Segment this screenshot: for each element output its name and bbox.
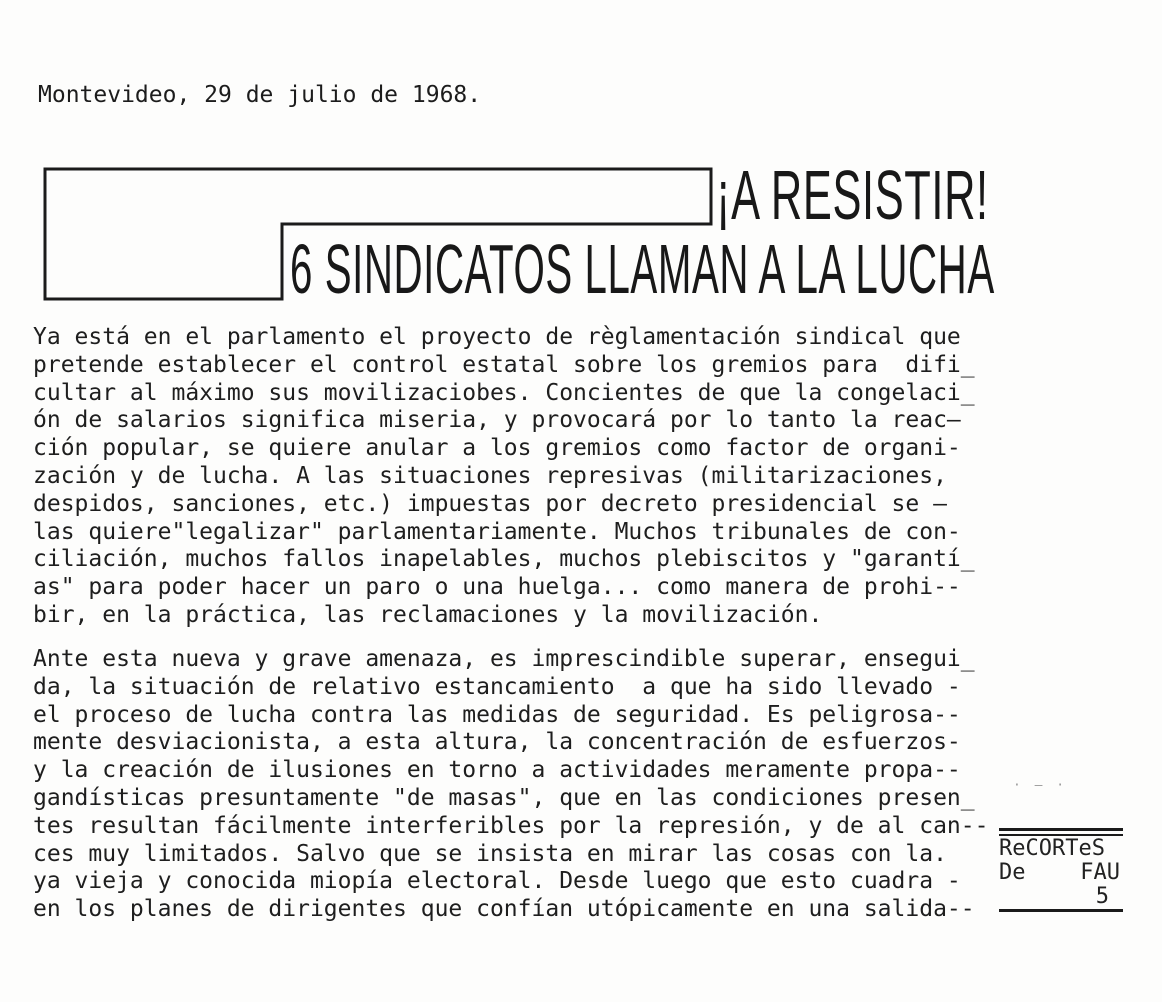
text-line: Ante esta nueva y grave amenaza, es imprescindible superar, ensegui̲ xyxy=(33,646,975,672)
text-line: as" para poder hacer un paro o una huelga... como manera de prohi-- xyxy=(33,574,961,601)
text-line: y la creación de ilusiones en torno a actividades meramente propa-- xyxy=(33,757,961,784)
text-line: ces muy limitados. Salvo que se insista en mirar las cosas con la. xyxy=(33,840,947,867)
recortes-fau: FAU xyxy=(1080,860,1120,885)
text-line: Ya está en el parlamento el proyecto de règlamentación sindical que xyxy=(33,324,961,350)
recortes-subtitle xyxy=(999,861,1123,885)
recortes-de-fau-label xyxy=(999,828,1123,912)
issue-number: 5 xyxy=(1095,884,1109,909)
text-line: el proceso de lucha contra las medidas de seguridad. Es peligrosa-- xyxy=(33,701,961,728)
text-line: ón de salarios significa miseria, y provocará por lo tanto la reac— xyxy=(33,407,961,434)
text-line: pretende establecer el control estatal sobre los gremios para difi̲ xyxy=(33,351,975,378)
text-line: gandísticas presuntamente "de masas", que en las condiciones presen̲ xyxy=(33,784,975,811)
paragraph-2 xyxy=(33,646,988,924)
paragraph-1 xyxy=(33,324,975,630)
recortes-title: ReCORTeS xyxy=(999,836,1105,861)
text-line: mente desviacionista, a esta altura, la concentración de esfuerzos- xyxy=(33,729,961,756)
text-line: bir, en la práctica, las reclamaciones y la movilización. xyxy=(33,601,823,628)
recortes-de: De xyxy=(999,860,1026,885)
text-line: zación y de lucha. A las situaciones represivas (militarizaciones, xyxy=(33,462,947,489)
text-line: en los planes de dirigentes que confían utópicamente en una salida-- xyxy=(33,896,975,923)
text-line: ciliación, muchos fallos inapelables, muchos plebiscitos y "garantí̲ xyxy=(33,546,975,573)
text-line: cultar al máximo sus movilizaciobes. Concientes de que la congelaci̲ xyxy=(33,379,975,406)
text-line: da, la situación de relativo estancamiento a que ha sido llevado - xyxy=(33,673,961,700)
text-line: ción popular, se quiere anular a los gremios como factor de organi- xyxy=(33,435,961,462)
headline-sindicatos: 6 SINDICATOS LLAMAN A LA LUCHA xyxy=(290,230,995,308)
text-line: despidos, sanciones, etc.) impuestas por decreto presidencial se — xyxy=(33,490,947,517)
dateline: Montevideo, 29 de julio de 1968. xyxy=(38,82,482,108)
headline-a-resistir: ¡A RESISTIR! xyxy=(716,156,989,234)
scan-artifact-marks: · – · xyxy=(1013,778,1068,793)
text-line: las quiere"legalizar" parlamentariamente. Muchos tribunales de con- xyxy=(33,518,961,545)
text-line: ya vieja y conocida miopía electoral. Desde luego que esto cuadra - xyxy=(33,868,961,895)
text-line: tes resultan fácilmente interferibles por la represión, y de al can-- xyxy=(33,812,989,839)
